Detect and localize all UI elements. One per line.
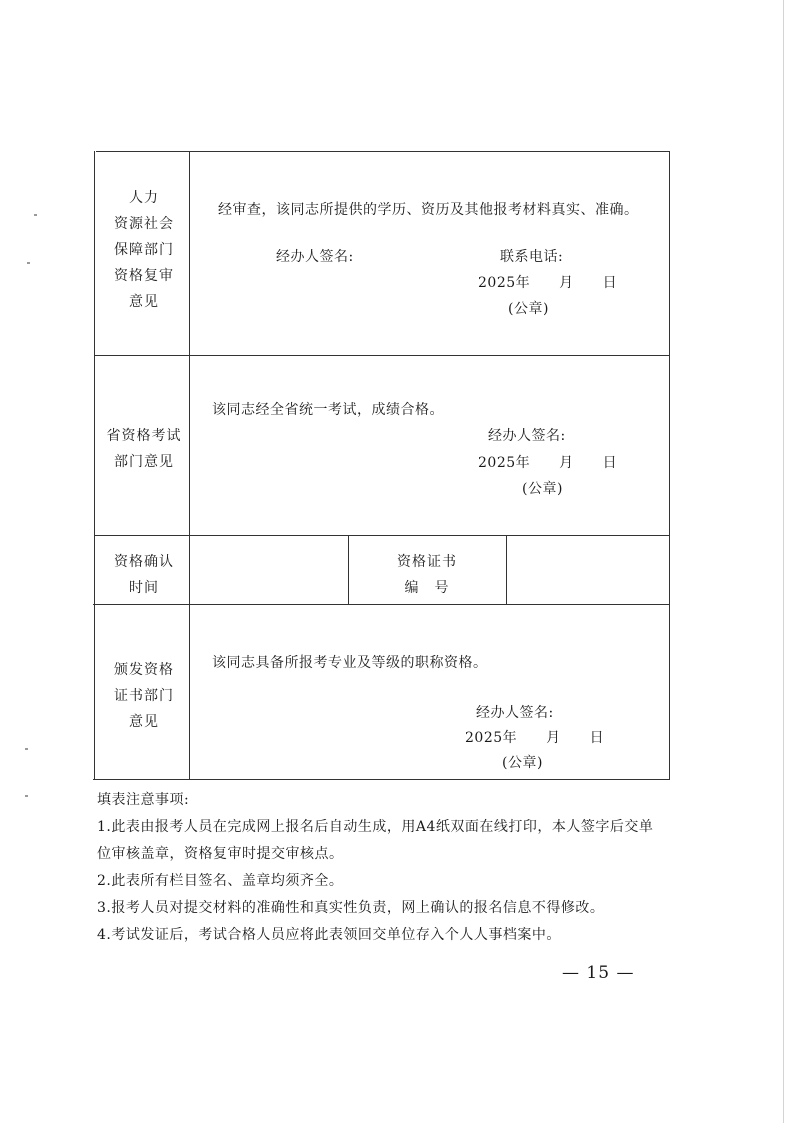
row-divider <box>93 604 670 605</box>
issuing-date: 2025年 月 日 <box>465 730 605 746</box>
page-number: — 15 — <box>562 963 635 983</box>
table-border-right <box>669 151 670 780</box>
note-line: 位审核盖章，资格复审时提交审核点。 <box>97 846 344 862</box>
scan-speck <box>25 795 28 797</box>
scan-speck <box>34 214 37 216</box>
exam-dept-statement: 该同志经全省统一考试，成绩合格。 <box>212 402 444 418</box>
notes-title: 填表注意事项: <box>97 792 190 808</box>
official-seal: (公章) <box>508 301 549 317</box>
handler-signature-label: 经办人签名: <box>476 705 554 721</box>
issuing-dept-label: 颁发资格 证书部门 意见 <box>114 662 174 730</box>
note-line: 3.报考人员对提交材料的准确性和真实性负责，网上确认的报名信息不得修改。 <box>97 900 605 916</box>
note-line: 1.此表由报考人员在完成网上报名后自动生成，用A4纸双面在线打印，本人签字后交单 <box>97 819 654 835</box>
handler-signature-label: 经办人签名: <box>488 428 566 444</box>
table-border-bottom <box>93 779 670 780</box>
hr-review-statement: 经审查，该同志所提供的学历、资历及其他报考材料真实、准确。 <box>218 202 639 218</box>
table-border-left <box>94 151 95 780</box>
page-edge <box>783 0 784 1123</box>
hr-review-label: 人力 资源社会 保障部门 资格复审 意见 <box>114 190 174 310</box>
scan-speck <box>27 262 30 264</box>
cell-divider <box>506 535 507 605</box>
exam-dept-label: 省资格考试 部门意见 <box>106 428 182 470</box>
note-line: 2.此表所有栏目签名、盖章均须齐全。 <box>97 873 344 889</box>
issuing-dept-statement: 该同志具备所报考专业及等级的职称资格。 <box>212 655 488 671</box>
filling-notes <box>97 787 697 949</box>
note-line: 4.考试发证后，考试合格人员应将此表领回交单位存入个人人事档案中。 <box>97 927 561 943</box>
official-seal: (公章) <box>502 755 543 771</box>
row-divider <box>94 535 670 536</box>
confirm-time-label: 资格确认 时间 <box>114 554 174 596</box>
certificate-number-label: 资格证书 编 号 <box>397 554 457 596</box>
scan-speck <box>25 748 28 750</box>
table-border-top <box>96 151 670 152</box>
review-date: 2025年 月 日 <box>478 275 618 291</box>
official-seal: (公章) <box>522 481 563 497</box>
phone-label: 联系电话: <box>500 249 564 265</box>
row-divider <box>95 355 670 356</box>
exam-date: 2025年 月 日 <box>478 455 618 471</box>
handler-signature-label: 经办人签名: <box>276 249 354 265</box>
